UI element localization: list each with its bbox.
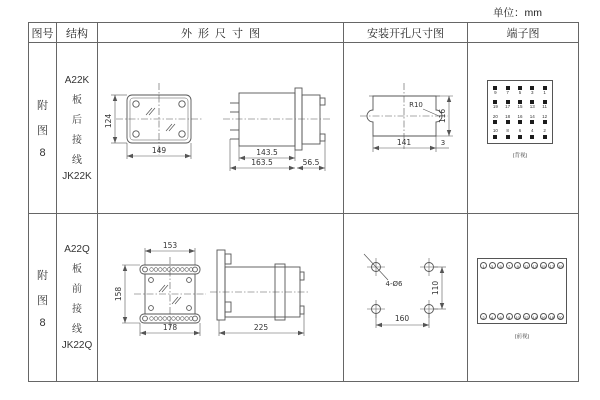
terminal-number: 3	[531, 89, 534, 95]
dim-cutout-width: 141	[396, 138, 412, 147]
header-structure: 结构	[57, 23, 98, 43]
terminal-number: 2	[543, 128, 546, 133]
terminal-circle: 20	[558, 315, 563, 320]
dim-hole-h-spacing: 160	[394, 314, 410, 323]
terminal-cell	[539, 115, 551, 125]
header-terminal: 端子图	[468, 23, 578, 43]
terminal-cell	[514, 100, 526, 110]
terminal-cell	[489, 115, 501, 125]
terminal-cell	[489, 86, 501, 96]
terminal-number: 11	[542, 104, 547, 109]
fig-char: 图	[37, 125, 48, 137]
row2-mounting-cell	[344, 214, 468, 381]
terminal-cell	[539, 100, 551, 110]
terminal-cell	[539, 129, 551, 139]
fig-char: 8	[39, 316, 46, 329]
terminal-number: 18	[505, 113, 511, 119]
terminal-circle: 18	[549, 315, 555, 320]
terminal-view-label: (背视)	[512, 153, 528, 159]
terminal-dot	[506, 135, 510, 139]
terminal-number: 20	[492, 113, 498, 119]
structure-stack	[57, 214, 97, 381]
terminal-cell	[514, 115, 526, 125]
terminal-cell	[502, 129, 514, 139]
terminal-number: 5	[518, 89, 522, 95]
row2-outline-cell	[98, 214, 344, 381]
terminal-cell	[489, 100, 501, 110]
dim-lines	[376, 267, 446, 328]
dim-notch-radius: R10	[409, 101, 423, 109]
terminal-dot-row	[489, 129, 551, 139]
row1-fig-no-cell	[29, 43, 57, 214]
terminal-circle: 5	[497, 262, 504, 269]
spec-table	[28, 22, 579, 382]
terminal-dot-row	[489, 86, 551, 96]
terminal-circle: 17	[549, 264, 555, 269]
structure-model: A22Q	[64, 244, 90, 255]
terminal-dot	[543, 135, 547, 139]
terminal-circle: 7	[506, 262, 513, 269]
terminal-circle: 16	[541, 315, 546, 320]
row1-outline-cell	[98, 43, 344, 214]
terminal-circle: 13	[532, 264, 537, 269]
terminal-number: 7	[506, 89, 509, 95]
terminal-number: 17	[505, 104, 511, 109]
terminal-cell	[502, 100, 514, 110]
terminal-number: 14	[529, 113, 535, 119]
terminal-cell	[514, 86, 526, 96]
terminal-dot	[530, 86, 534, 90]
terminal-number: 16	[517, 113, 523, 119]
terminal-circle: 12	[524, 315, 529, 320]
terminal-dot	[493, 120, 497, 124]
unit-label: 单位：mm	[493, 7, 542, 19]
fig-char: 附	[37, 100, 48, 112]
mounting-drawing-a22k	[344, 43, 468, 214]
terminal-number: 1	[543, 89, 546, 95]
dim-holes: 4-Ø6	[385, 280, 403, 288]
terminal-cell	[526, 115, 538, 125]
terminal-circle: 14	[532, 315, 537, 320]
terminal-number: 10	[492, 128, 498, 133]
fig-char: 图	[37, 294, 48, 307]
dim-depth-total: 163.5	[251, 158, 273, 167]
terminal-cell	[502, 86, 514, 96]
dim-depth-total: 225	[253, 323, 269, 332]
terminal-dot	[530, 135, 534, 139]
dim-front-height: 124	[104, 113, 113, 129]
structure-char: 接	[72, 134, 82, 146]
terminal-cell	[489, 129, 501, 139]
terminal-grid-row1	[487, 80, 553, 144]
terminal-grid-row2	[477, 258, 567, 324]
terminal-dot-row	[489, 115, 551, 125]
terminal-dot	[518, 120, 522, 124]
terminal-dot	[518, 135, 522, 139]
structure-char: 线	[72, 154, 82, 166]
terminal-circle: 8	[506, 313, 513, 320]
terminal-circle: 2	[480, 313, 487, 320]
dim-edge-gap: 3	[440, 139, 446, 147]
terminal-cell	[514, 129, 526, 139]
terminal-circle: 1	[480, 262, 487, 269]
terminal-number: 19	[492, 104, 498, 109]
terminal-dot	[493, 135, 497, 139]
structure-model: JK22Q	[61, 340, 93, 351]
terminal-dot-row	[489, 100, 551, 110]
terminal-dot	[506, 120, 510, 124]
terminal-circle: 3	[489, 262, 496, 269]
terminal-circle: 11	[524, 264, 529, 269]
outline-drawing-a22k	[98, 43, 344, 214]
row1-mounting-cell	[344, 43, 468, 214]
row1-structure-cell	[57, 43, 98, 214]
terminal-number: 12	[542, 113, 548, 119]
dim-rear-depth: 56.5	[302, 158, 320, 167]
terminal-number: 15	[517, 104, 523, 109]
header-mounting: 安装开孔尺寸图	[344, 23, 468, 43]
terminal-number: 4	[531, 128, 534, 133]
header-outline: 外形尺寸图	[98, 23, 344, 43]
terminal-circle: 6	[497, 313, 504, 320]
row1-terminal-cell	[468, 43, 578, 214]
terminal-cell	[526, 100, 538, 110]
structure-char: 前	[72, 284, 82, 295]
terminal-cell	[526, 129, 538, 139]
terminal-cell	[526, 86, 538, 96]
structure-model: JK22K	[62, 170, 92, 182]
dim-cutout-height: 116	[438, 108, 447, 124]
fig-no-stack	[29, 214, 56, 381]
terminal-cell	[539, 86, 551, 96]
mounting-drawing-a22q	[344, 214, 468, 381]
row2-structure-cell	[57, 214, 98, 381]
dim-depth-inner: 143.5	[256, 148, 278, 157]
terminal-dot	[530, 120, 534, 124]
terminal-cell	[502, 115, 514, 125]
dim-front-width: 149	[151, 146, 167, 155]
terminal-circle-row	[480, 262, 564, 269]
terminal-dot	[518, 86, 522, 90]
terminal-dot	[506, 86, 510, 90]
dim-front-top-width: 153	[162, 241, 178, 250]
fig-char: 8	[39, 147, 46, 159]
structure-model: A22K	[64, 74, 90, 86]
row2-terminal-cell	[468, 214, 578, 381]
structure-char: 后	[72, 114, 82, 126]
terminal-circle: 4	[489, 313, 496, 320]
terminal-circle-row	[480, 313, 564, 320]
structure-stack	[57, 43, 97, 213]
terminal-view-label: (前视)	[514, 334, 530, 340]
terminal-number: 13	[529, 104, 535, 109]
terminal-number: 8	[506, 128, 509, 133]
terminal-number: 6	[518, 128, 522, 133]
fig-char: 附	[37, 269, 48, 282]
dim-hole-v-spacing: 110	[431, 280, 440, 296]
terminal-dot	[493, 86, 497, 90]
terminal-circle: 9	[514, 262, 521, 269]
structure-char: 板	[72, 264, 82, 275]
terminal-number: 9	[494, 89, 497, 95]
terminal-dot	[543, 86, 547, 90]
outline-drawing-a22q	[98, 214, 344, 381]
dim-front-height: 158	[114, 286, 123, 302]
structure-char: 板	[72, 94, 82, 106]
header-fig-no: 图号	[29, 23, 57, 43]
structure-char: 接	[72, 304, 82, 315]
dim-front-bottom-width: 178	[162, 323, 178, 332]
terminal-circle: 10	[515, 315, 520, 320]
structure-char: 线	[72, 324, 82, 335]
terminal-circle: 15	[541, 264, 546, 269]
row2-fig-no-cell	[29, 214, 57, 381]
fig-no-stack	[29, 43, 56, 213]
terminal-dot	[543, 120, 547, 124]
terminal-circle: 19	[558, 264, 563, 269]
